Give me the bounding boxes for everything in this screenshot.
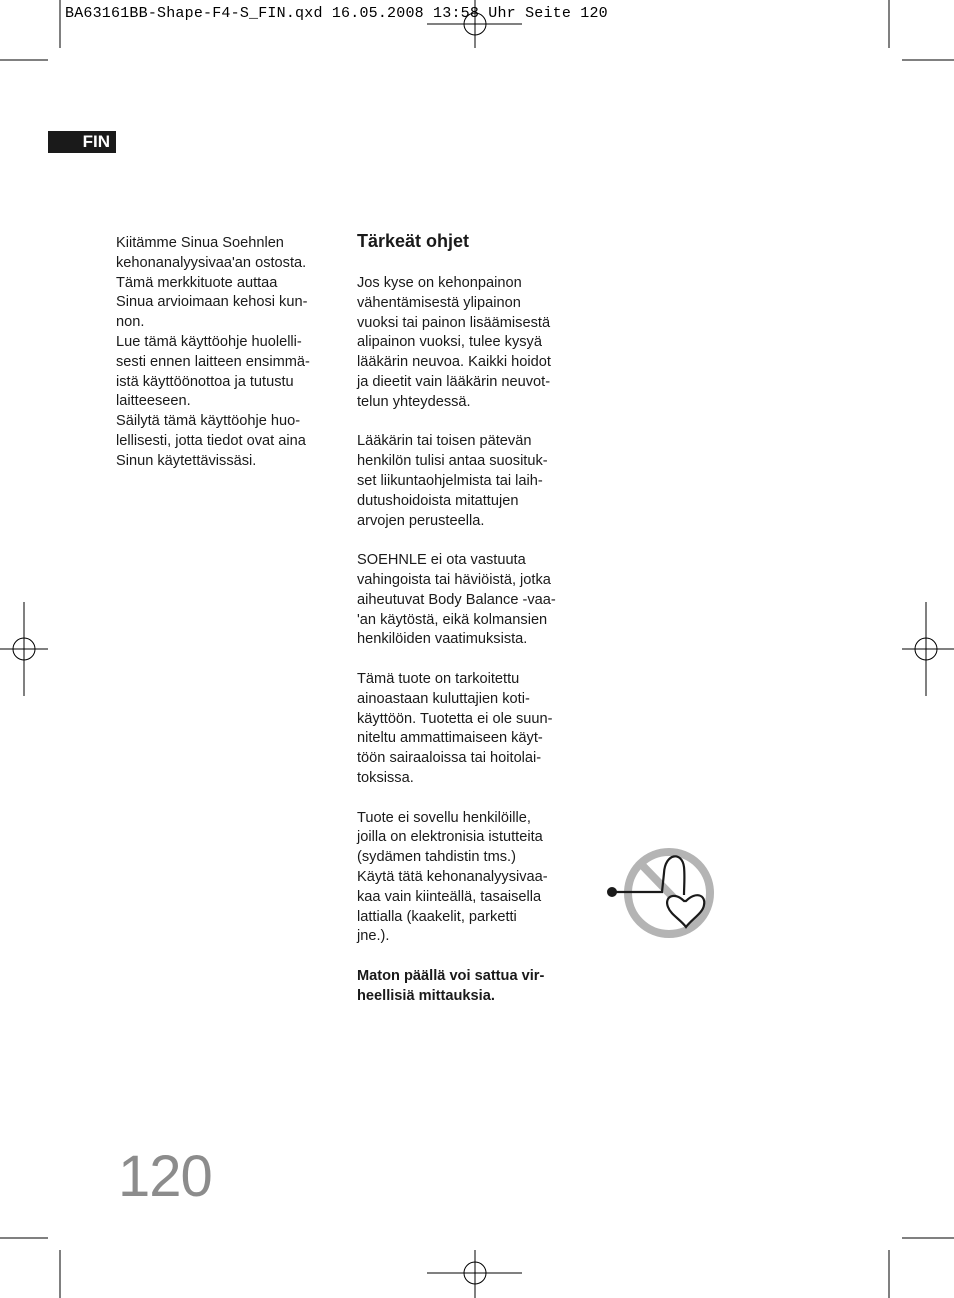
text-line: Tämä merkkituote auttaa xyxy=(116,274,278,291)
text-line: Säilytä tämä käyttöohje huo- xyxy=(116,413,301,430)
intro-paragraph xyxy=(116,234,341,472)
text-line: henkilön tulisi antaa suosituk- xyxy=(357,453,548,470)
language-tab: FIN xyxy=(48,131,116,153)
text-line: Jos kyse on kehonpainon xyxy=(357,275,522,291)
text-line: 'an käytöstä, eikä kolmansien xyxy=(357,611,548,628)
text-line: arvojen perusteella. xyxy=(357,512,485,529)
text-line: istä käyttöönottoa ja tutustu xyxy=(116,373,294,390)
text-line: Tuote ei sovellu henkilöille, xyxy=(357,809,531,826)
text-line: kehonanalyysivaa'an ostosta. xyxy=(116,254,307,271)
text-line: joilla on elektronisia istutteita xyxy=(357,829,543,846)
text-line: dutushoidoista mitattujen xyxy=(357,492,519,509)
text-line: sesti ennen laitteen ensimmä- xyxy=(116,353,310,370)
important-paragraph xyxy=(357,274,579,413)
section-heading: Tärkeät ohjet xyxy=(357,231,470,251)
text-line: kaa vain kiinteällä, tasaisella xyxy=(357,888,542,905)
text-line: vuoksi tai painon lisäämisestä xyxy=(357,314,551,331)
text-line: Sinun käytettävissäsi. xyxy=(116,452,257,469)
text-line: laitteeseen. xyxy=(116,393,191,410)
page-number: 120 xyxy=(118,1144,212,1209)
text-line: non. xyxy=(116,314,145,331)
text-line: vähentämisestä ylipainon xyxy=(357,294,521,311)
important-notes xyxy=(357,274,579,1006)
text-line: Lue tämä käyttöohje huolelli- xyxy=(116,333,302,350)
text-line: vahingoista tai häviöistä, jotka xyxy=(357,571,551,588)
important-paragraph xyxy=(357,551,579,650)
text-line: ainoastaan kuluttajien koti- xyxy=(357,690,530,707)
text-line: töön sairaaloissa tai hoitolai- xyxy=(357,750,542,767)
text-line: alipainon vuoksi, tulee kysyä xyxy=(357,334,542,351)
important-paragraph xyxy=(357,670,579,789)
text-line: Maton päällä voi sattua vir- xyxy=(357,967,545,984)
text-line: jne.). xyxy=(357,928,390,945)
text-line: toksissa. xyxy=(357,769,414,786)
text-line: ja dieetit vain lääkärin neuvot- xyxy=(357,373,551,390)
important-paragraph xyxy=(357,432,579,531)
print-header: BA63161BB-Shape-F4-S_FIN.qxd 16.05.2008 13:58 Uhr Seite 120 xyxy=(65,5,608,22)
text-line: niteltu ammattimaiseen käyt- xyxy=(357,730,543,747)
text-line: set liikuntaohjelmista tai laih- xyxy=(357,472,543,489)
text-line: Kiitämme Sinua Soehnlen xyxy=(116,235,284,251)
text-line: SOEHNLE ei ota vastuuta xyxy=(357,552,526,569)
text-line: (sydämen tahdistin tms.) xyxy=(357,849,516,866)
text-line: Lääkärin tai toisen pätevän xyxy=(357,433,532,450)
important-paragraph xyxy=(357,809,579,948)
intro-text xyxy=(116,234,341,472)
text-line: Tämä tuote on tarkoitettu xyxy=(357,670,520,687)
text-line: lääkärin neuvoa. Kaikki hoidot xyxy=(357,354,551,371)
important-paragraphs xyxy=(357,274,579,947)
text-line: käyttöön. Tuotetta ei ole suun- xyxy=(357,710,553,727)
text-line: Käytä tätä kehonanalyysivaa- xyxy=(357,868,548,885)
text-line: telun yhteydessä. xyxy=(357,393,471,410)
text-line: henkilöiden vaatimuksista. xyxy=(357,631,528,648)
no-pacemaker-icon xyxy=(600,843,720,943)
bold-note xyxy=(357,967,579,1007)
text-line: heellisiä mittauksia. xyxy=(357,987,495,1004)
text-line: lellisesti, jotta tiedot ovat aina xyxy=(116,432,306,449)
text-line: lattialla (kaakelit, parketti xyxy=(357,908,517,925)
text-line: aiheutuvat Body Balance -vaa- xyxy=(357,591,556,608)
text-line: Sinua arvioimaan kehosi kun- xyxy=(116,294,308,311)
